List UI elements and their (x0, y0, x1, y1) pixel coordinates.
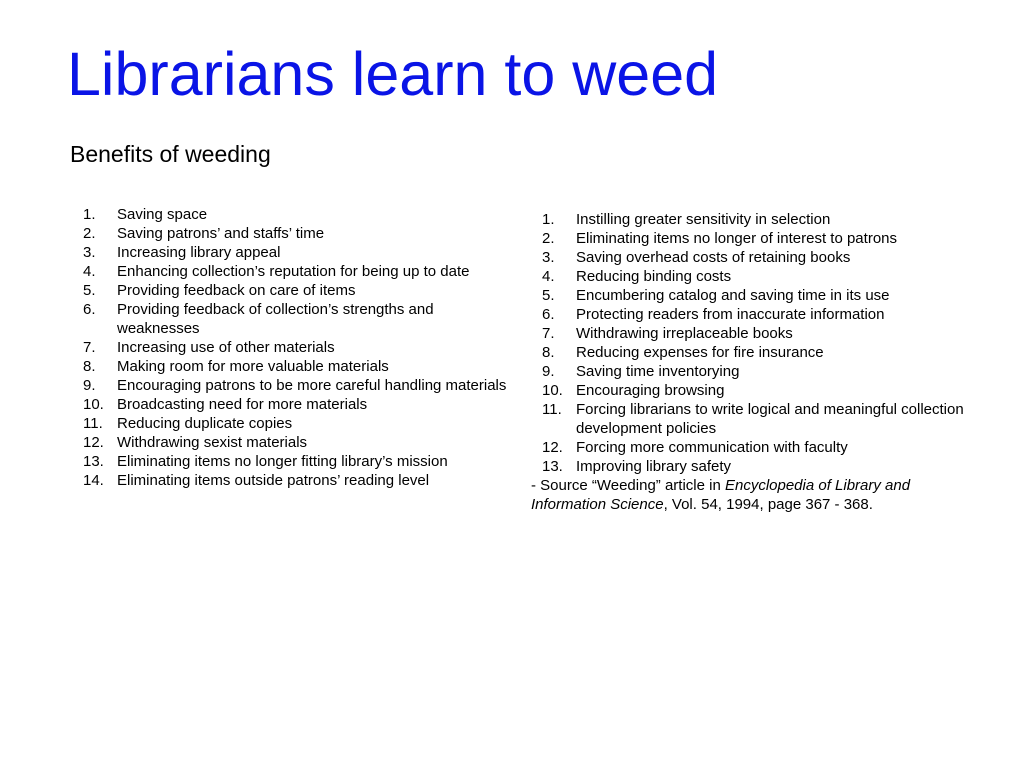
list-item-text: Forcing librarians to write logical and meaningful collection development policies (576, 401, 964, 437)
list-item (542, 286, 972, 305)
list-item-text: Encumbering catalog and saving time in its use (576, 287, 890, 304)
list-item-number: 10. (83, 396, 104, 413)
list-item-number: 11. (542, 401, 562, 418)
list-item-number: 12. (542, 439, 563, 456)
list-item (542, 324, 972, 343)
list-item (542, 362, 972, 381)
list-item-text: Providing feedback on care of items (117, 282, 356, 299)
list-item (542, 267, 972, 286)
list-item (542, 229, 972, 248)
list-item-text: Enhancing collection’s reputation for being up to date (117, 263, 470, 280)
list-item (83, 224, 518, 243)
list-item-number: 14. (83, 472, 104, 489)
list-item-text: Increasing use of other materials (117, 339, 335, 356)
list-item-text: Broadcasting need for more materials (117, 396, 368, 413)
benefits-list-left (83, 205, 518, 490)
list-item (83, 452, 518, 471)
list-item (83, 281, 518, 300)
list-item-number: 2. (83, 225, 96, 242)
list-item (83, 471, 518, 490)
list-item-text: Providing feedback of collection’s strengths and weaknesses (117, 301, 434, 337)
list-item-number: 3. (542, 249, 555, 266)
list-item-number: 1. (83, 206, 96, 223)
slide-title: Librarians learn to weed (67, 40, 719, 108)
list-item-number: 4. (83, 263, 96, 280)
list-item (542, 438, 972, 457)
list-item-text: Reducing binding costs (576, 268, 732, 285)
list-item (83, 395, 518, 414)
list-item-number: 6. (83, 301, 96, 318)
list-item-number: 7. (542, 325, 555, 342)
list-item-number: 2. (542, 230, 555, 247)
list-item (542, 343, 972, 362)
list-item (83, 433, 518, 452)
list-item-text: Encouraging browsing (576, 382, 725, 399)
list-item-number: 13. (83, 453, 104, 470)
list-item-text: Eliminating items no longer of interest to patrons (576, 230, 897, 247)
list-item-text: Withdrawing irreplaceable books (576, 325, 793, 342)
source-suffix: , Vol. 54, 1994, page 367 - 368. (663, 496, 873, 513)
list-item-text: Reducing duplicate copies (117, 415, 293, 432)
list-item-text: Forcing more communication with faculty (576, 439, 848, 456)
list-item (542, 381, 972, 400)
list-item (83, 338, 518, 357)
list-item (542, 305, 972, 324)
list-item-number: 3. (83, 244, 96, 261)
list-item-text: Eliminating items outside patrons’ reading level (117, 472, 430, 489)
list-item-number: 5. (83, 282, 96, 299)
list-item (542, 210, 972, 229)
list-item-number: 4. (542, 268, 555, 285)
list-item-text: Encouraging patrons to be more careful handling materials (117, 377, 507, 394)
list-item-number: 12. (83, 434, 104, 451)
list-item-text: Reducing expenses for fire insurance (576, 344, 824, 361)
list-item-text: Saving time inventorying (576, 363, 740, 380)
list-item-text: Improving library safety (576, 458, 732, 475)
list-item-number: 10. (542, 382, 563, 399)
list-item-number: 8. (83, 358, 96, 375)
list-item-text: Increasing library appeal (117, 244, 281, 261)
list-item-text: Instilling greater sensitivity in selection (576, 211, 831, 228)
list-item-number: 1. (542, 211, 555, 228)
list-item (83, 243, 518, 262)
list-item-number: 5. (542, 287, 555, 304)
list-item-number: 8. (542, 344, 555, 361)
list-item-number: 6. (542, 306, 555, 323)
list-item-number: 9. (83, 377, 96, 394)
list-item (542, 248, 972, 267)
source-work-title: Encyclopedia of Library and Information Science (531, 477, 911, 513)
list-item (83, 300, 518, 338)
list-item-text: Saving patrons’ and staffs’ time (117, 225, 325, 242)
list-item (542, 400, 972, 438)
list-item (83, 376, 518, 395)
list-item (83, 205, 518, 224)
list-item-text: Withdrawing sexist materials (117, 434, 308, 451)
list-item-text: Making room for more valuable materials (117, 358, 389, 375)
source-citation (531, 476, 971, 514)
list-item-text: Saving overhead costs of retaining books (576, 249, 851, 266)
list-item-number: 11. (83, 415, 103, 432)
list-item (83, 262, 518, 281)
list-item (83, 414, 518, 433)
slide-subtitle: Benefits of weeding (70, 141, 271, 167)
benefits-list-right (542, 210, 972, 476)
list-item (542, 457, 972, 476)
list-item-number: 13. (542, 458, 563, 475)
list-item (83, 357, 518, 376)
list-item-number: 9. (542, 363, 555, 380)
source-prefix: - Source “Weeding” article in (531, 477, 725, 494)
list-item-number: 7. (83, 339, 96, 356)
list-item-text: Saving space (117, 206, 208, 223)
list-item-text: Eliminating items no longer fitting library’s mission (117, 453, 448, 470)
list-item-text: Protecting readers from inaccurate information (576, 306, 885, 323)
